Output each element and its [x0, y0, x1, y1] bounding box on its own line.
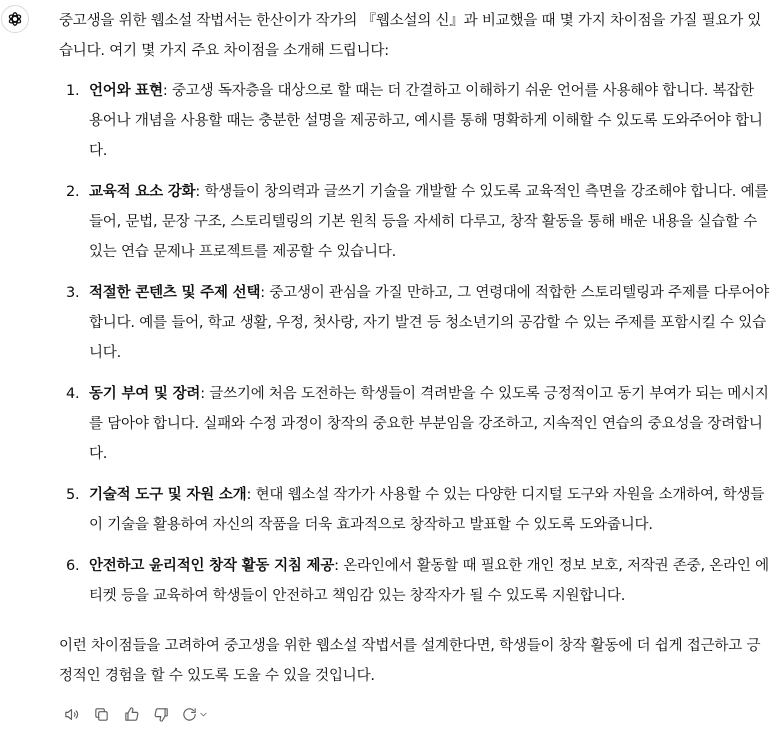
regenerate-button[interactable] [179, 702, 211, 726]
list-item-title: 언어와 표현 [89, 83, 163, 99]
list-item-number: 2. [66, 184, 80, 200]
openai-logo-icon [5, 9, 25, 29]
thumbs-up-button[interactable] [119, 702, 143, 726]
list-item-body: : 중고생 독자층을 대상으로 할 때는 더 간결하고 이해하기 쉬운 언어를 사용해야 합니다. 복잡한 용어나 개념을 사용할 때는 충분한 설명을 제공하고, 예시를 통해 명확하게 이해할 수 있도록 도와주어야 합니다. [89, 83, 763, 159]
list-item-number: 3. [66, 285, 80, 301]
message-outro: 이런 차이점들을 고려하여 중고생을 위한 웹소설 작법서를 설계한다면, 학생들이 창작 활동에 더 쉽게 접근하고 긍정적인 경험을 할 수 있도록 도울 수 있을 것입니다. [59, 638, 761, 684]
list-item-number: 6. [66, 558, 80, 574]
read-aloud-button[interactable] [59, 702, 83, 726]
list-item [59, 551, 771, 611]
difference-list [59, 76, 771, 611]
list-item-title: 적절한 콘텐츠 및 주제 선택 [89, 285, 261, 301]
list-item-title: 동기 부여 및 장려 [89, 386, 201, 402]
chevron-down-icon [198, 709, 209, 720]
regenerate-icon [181, 706, 198, 723]
list-item-body: : 글쓰기에 처음 도전하는 학생들이 격려받을 수 있도록 긍정적이고 동기 부여가 되는 메시지를 담아야 합니다. 실패와 수정 과정이 창작의 중요한 부분임을 강조하고, 지속적인 연습의 중요성을 장려합니다. [89, 386, 769, 462]
list-item [59, 177, 771, 267]
assistant-message [59, 6, 771, 691]
copy-button[interactable] [89, 702, 113, 726]
list-item-number: 4. [66, 386, 80, 402]
list-item-body: : 현대 웹소설 작가가 사용할 수 있는 다양한 디지털 도구와 자원을 소개하여, 학생들이 기술을 활용하여 자신의 작품을 더욱 효과적으로 창작하고 발표할 수 있도록 도와줍니다. [89, 487, 765, 533]
thumbs-up-icon [123, 706, 140, 723]
message-intro: 중고생을 위한 웹소설 작법서는 한산이가 작가의 『웹소설의 신』과 비교했을 때 몇 가지 차이점을 가질 필요가 있습니다. 여기 몇 가지 주요 차이점을 소개해 드립니다: [59, 13, 762, 59]
list-item [59, 76, 771, 166]
thumbs-down-icon [153, 706, 170, 723]
list-item-title: 기술적 도구 및 자원 소개 [89, 487, 247, 503]
message-action-bar [59, 702, 211, 726]
list-item-body: : 중고생이 관심을 가질 만하고, 그 연령대에 적합한 스토리텔링과 주제를 다루어야 합니다. 예를 들어, 학교 생활, 우정, 첫사랑, 자기 발견 등 청소년기의 공감할 수 있는 주제를 포함시킬 수 있습니다. [89, 285, 770, 361]
list-item-body: : 학생들이 창의력과 글쓰기 기술을 개발할 수 있도록 교육적인 측면을 강조해야 합니다. 예를 들어, 문법, 문장 구조, 스토리텔링의 기본 원칙 등을 자세히 다루고, 창작 활동을 통해 배운 내용을 실습할 수 있는 연습 문제나 프로젝트를 제공할 수 있습니다. [89, 184, 769, 260]
list-item-number: 1. [66, 83, 80, 99]
list-item-body: : 온라인에서 활동할 때 필요한 개인 정보 보호, 저작권 존중, 온라인 에티켓 등을 교육하여 학생들이 안전하고 책임감 있는 창작자가 될 수 있도록 지원합니다. [89, 558, 769, 604]
speaker-icon [63, 706, 80, 723]
assistant-avatar [1, 5, 29, 33]
list-item-title: 안전하고 윤리적인 창작 활동 지침 제공 [89, 558, 335, 574]
list-item-title: 교육적 요소 강화 [89, 184, 196, 200]
copy-icon [93, 706, 110, 723]
list-item [59, 480, 771, 540]
list-item [59, 278, 771, 368]
list-item-number: 5. [66, 487, 80, 503]
thumbs-down-button[interactable] [149, 702, 173, 726]
list-item [59, 379, 771, 469]
